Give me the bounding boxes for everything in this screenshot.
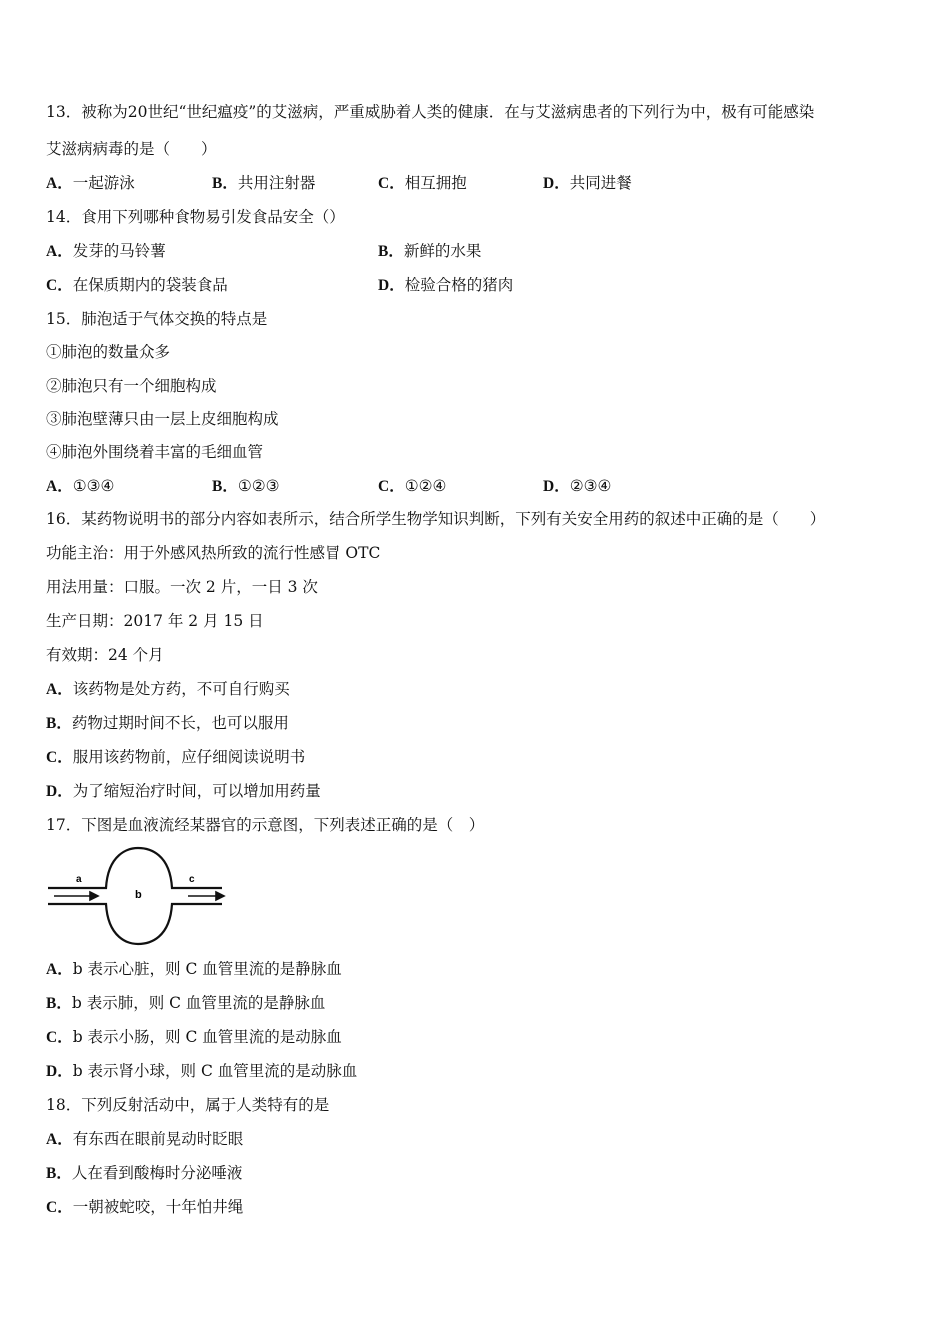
q13-option-a: A．一起游泳 — [46, 174, 135, 192]
blood-flow-diagram — [44, 842, 226, 950]
q16-option-d: D．为了缩短治疗时间，可以增加用药量 — [46, 782, 321, 800]
q14-option-c: C．在保质期内的袋装食品 — [46, 276, 228, 294]
q13-option-b: B．共用注射器 — [212, 174, 316, 192]
q15-option-a: A．①③④ — [46, 477, 115, 495]
q18-option-b: B．人在看到酸梅时分泌唾液 — [46, 1164, 243, 1182]
q15-item-1: ①肺泡的数量众多 — [46, 343, 171, 361]
q16-info-function: 功能主治：用于外感风热所致的流行性感冒 OTC — [46, 544, 381, 562]
q13-stem-line1: 13．被称为20世纪“世纪瘟疫”的艾滋病，严重威胁着人类的健康．在与艾滋病患者的下列行为中，极有可能感染 — [46, 103, 815, 121]
q16-option-c: C．服用该药物前，应仔细阅读说明书 — [46, 748, 306, 766]
q18-option-a: A．有东西在眼前晃动时眨眼 — [46, 1130, 244, 1148]
q15-option-c: C．①②④ — [378, 477, 447, 495]
q17-option-c: C．b 表示小肠，则 C 血管里流的是动脉血 — [46, 1028, 342, 1046]
q16-option-b: B．药物过期时间不长，也可以服用 — [46, 714, 289, 732]
q18-option-c: C．一朝被蛇咬，十年怕井绳 — [46, 1198, 244, 1216]
q17-option-a: A．b 表示心脏，则 C 血管里流的是静脉血 — [46, 960, 342, 978]
q13-stem-line2: 艾滋病病毒的是（ ） — [46, 140, 217, 158]
q16-stem: 16．某药物说明书的部分内容如表所示，结合所学生物学知识判断，下列有关安全用药的叙述中正确的是（ ） — [46, 510, 826, 528]
label-a: a — [76, 874, 82, 885]
q16-option-a: A．该药物是处方药，不可自行购买 — [46, 680, 290, 698]
q14-option-d: D．检验合格的猪肉 — [378, 276, 514, 294]
q15-item-2: ②肺泡只有一个细胞构成 — [46, 377, 217, 395]
q15-option-b: B．①②③ — [212, 477, 280, 495]
q14-option-a: A．发芽的马铃薯 — [46, 242, 166, 260]
q17-option-b: B．b 表示肺，则 C 血管里流的是静脉血 — [46, 994, 326, 1012]
q15-item-3: ③肺泡壁薄只由一层上皮细胞构成 — [46, 410, 279, 428]
q14-stem: 14．食用下列哪种食物易引发食品安全（） — [46, 208, 345, 226]
q13-option-d: D．共同进餐 — [543, 174, 632, 192]
q15-option-d: D．②③④ — [543, 477, 612, 495]
q16-info-production-date: 生产日期：2017 年 2 月 15 日 — [46, 612, 264, 630]
q17-stem: 17．下图是血液流经某器官的示意图，下列表述正确的是（ ） — [46, 816, 485, 834]
q15-item-4: ④肺泡外围绕着丰富的毛细血管 — [46, 443, 264, 461]
q14-option-b: B．新鲜的水果 — [378, 242, 482, 260]
q15-stem: 15．肺泡适于气体交换的特点是 — [46, 310, 268, 328]
q13-option-c: C．相互拥抱 — [378, 174, 467, 192]
label-b: b — [135, 889, 142, 901]
q17-option-d: D．b 表示肾小球，则 C 血管里流的是动脉血 — [46, 1062, 358, 1080]
label-c: c — [189, 874, 195, 885]
q18-stem: 18．下列反射活动中，属于人类特有的是 — [46, 1096, 330, 1114]
q16-info-dosage: 用法用量：口服。一次 2 片，一日 3 次 — [46, 578, 318, 596]
q16-info-validity: 有效期：24 个月 — [46, 646, 164, 664]
